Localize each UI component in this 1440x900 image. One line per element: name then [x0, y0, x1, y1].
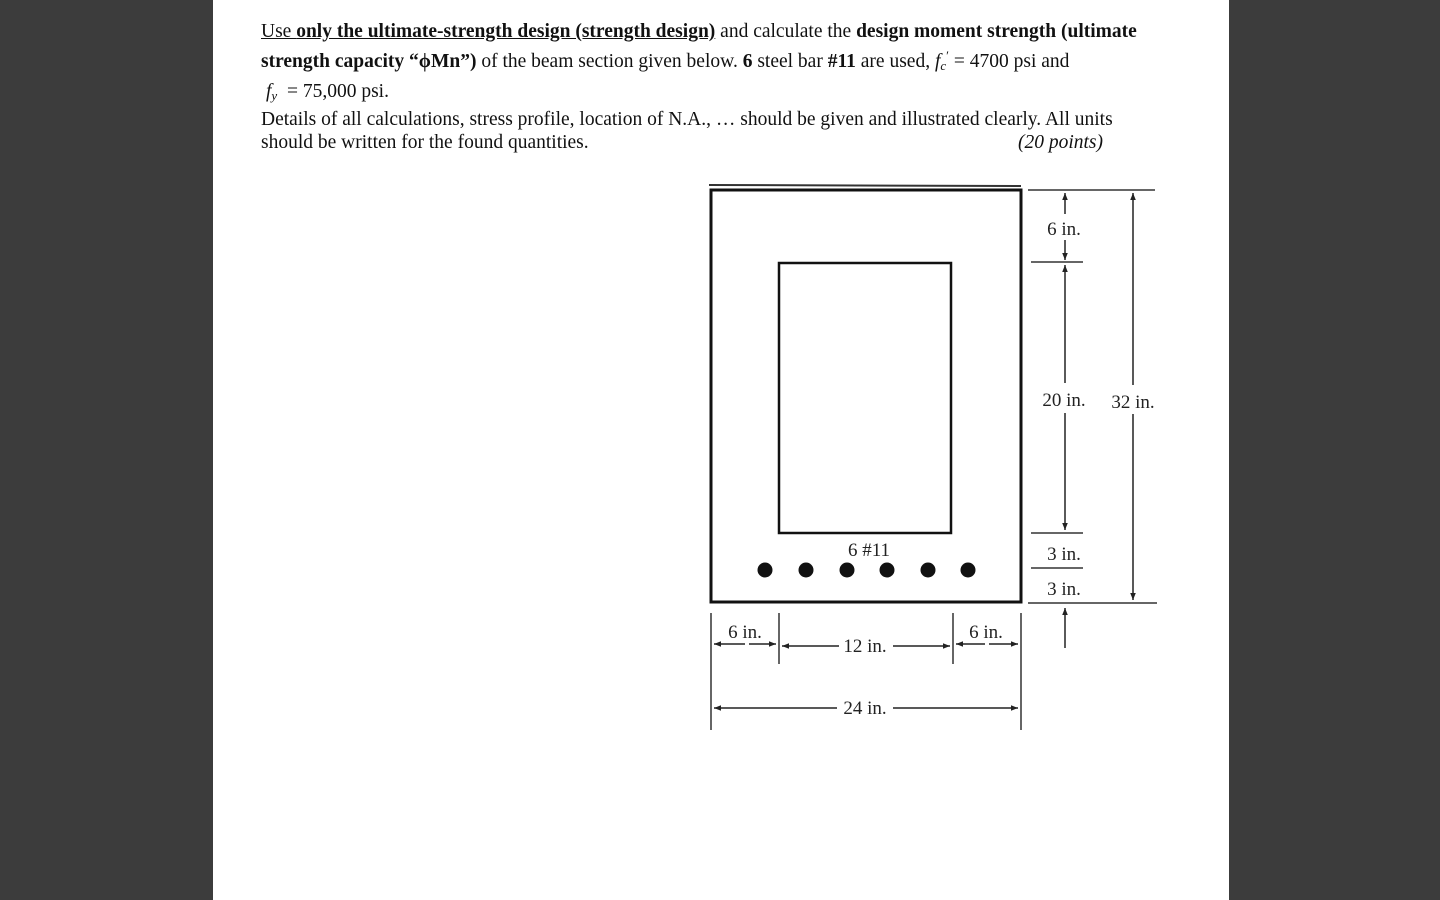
points-label: (20 points): [1017, 132, 1103, 153]
text-beam-section: of the beam section given below.: [476, 50, 743, 72]
text-calc: and calculate the: [715, 21, 857, 42]
dim-void-height-label: 20 in.: [1042, 390, 1086, 411]
bars-label: 6 #11: [847, 540, 891, 561]
dim-right-web-label: 6 in.: [969, 622, 1003, 643]
text-fc-value: = 4700 psi and: [949, 50, 1070, 72]
symbol-fy: f: [266, 81, 272, 102]
text-only-ultimate-strength: only the ultimate-strength design (strength design): [296, 21, 716, 42]
text-design-moment: design moment strength (ultimate: [856, 21, 1137, 42]
dim-bar-upper-label: 3 in.: [1047, 544, 1081, 565]
steel-bars: [758, 563, 976, 578]
text-bar-size: #11: [827, 50, 856, 72]
dim-bar-lower-label: 3 in.: [1047, 579, 1081, 600]
symbol-fy-sub: y: [271, 88, 278, 103]
bar-3: [840, 563, 855, 578]
top-edge-line: [709, 185, 1021, 186]
symbol-fc: f: [934, 50, 941, 72]
text-fy-value: = 75,000 psi.: [277, 81, 389, 102]
symbol-fc-prime: ′: [946, 47, 950, 63]
bar-5: [921, 563, 936, 578]
text-units: should be written for the found quantities.: [261, 132, 589, 153]
text-are-used: are used,: [855, 50, 935, 72]
problem-line-4: Details of all calculations, stress profile, location of N.A., … should be given and illustrated clearly. All units: [261, 108, 1113, 130]
dim-total-width-label: 24 in.: [843, 698, 887, 719]
bar-1: [758, 563, 773, 578]
text-strength-capacity: strength capacity “ϕMn”): [261, 50, 477, 72]
text-steel-bar: steel bar: [752, 50, 828, 72]
dim-left-web-label: 6 in.: [728, 622, 762, 643]
bar-4: [880, 563, 895, 578]
beam-section-figure: [213, 0, 1229, 900]
document-page: [213, 0, 1229, 900]
bar-6: [961, 563, 976, 578]
text-bar-count: 6: [742, 50, 753, 72]
void-outline: [779, 263, 951, 533]
text-use: Use: [261, 21, 297, 42]
dim-top-flange-label: 6 in.: [1047, 219, 1081, 240]
dim-total-height-label: 32 in.: [1111, 392, 1155, 413]
symbol-fc-sub: c: [940, 57, 947, 73]
bar-2: [799, 563, 814, 578]
dim-void-width-label: 12 in.: [843, 636, 887, 657]
